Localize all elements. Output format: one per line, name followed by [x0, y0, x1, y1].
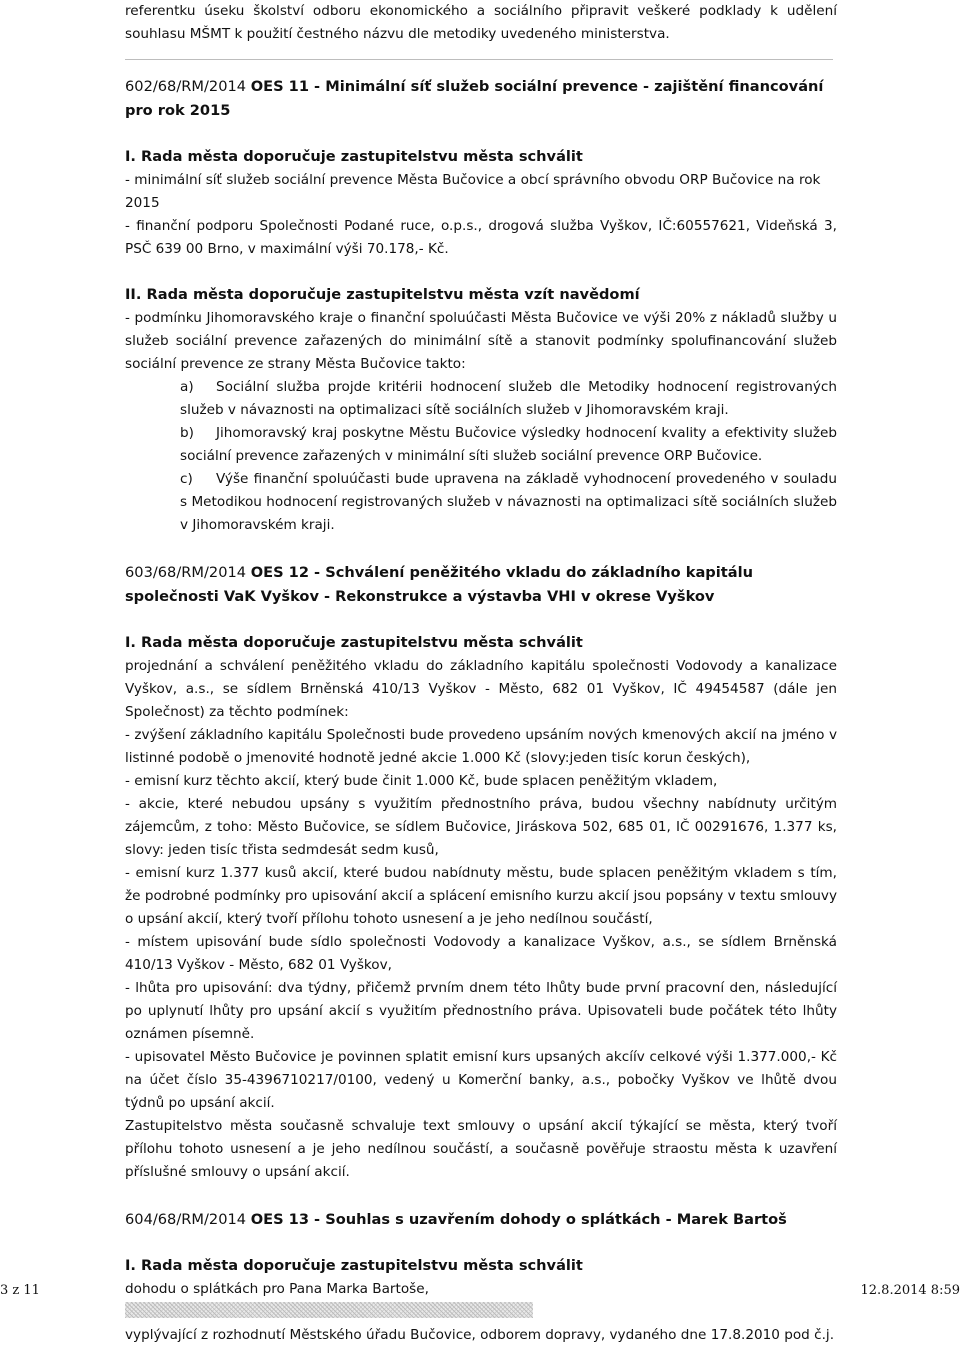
recommendation-heading: I. Rada města doporučuje zastupitelstvu města schválit — [125, 631, 837, 655]
resolution-paragraph: projednání a schválení peněžitého vkladu do základního kapitálu společnosti Vodovody a kanalizace Vyškov, a.s., se sídlem Brněnská 410/13 Vyškov - Město, 682 01 Vyškov, IČ 49454587 (dále jen Společnost) za těchto podmínek: — [125, 655, 837, 724]
resolution-line: - minimální síť služeb sociální prevence Města Bučovice a obcí správního obvodu ORP Bučovice na rok 2015 — [125, 169, 837, 215]
resolution-paragraph: - upisovatel Město Bučovice je povinnen splatit emisní kurs upsaných akcíív celkové výši 1.377.000,- Kč na účet číslo 35-4396710217/0100, vedený u Komerční banky, a.s., pobočky Vyškov ve lhůtě dvou týdnů po upsání akcií. — [125, 1046, 837, 1115]
resolution-ref: 602/68/RM/2014 — [125, 78, 246, 95]
intro-paragraph: referentku úseku školství odboru ekonomického a sociálního připravit veškeré podklady k udělení souhlasu MŠMT k použití čestného názvu dle metodiky uvedeného ministerstva. — [125, 0, 837, 46]
resolution-heading-602 — [125, 75, 837, 123]
page-number: 3 z 11 — [0, 1283, 40, 1298]
redacted-block — [125, 1302, 533, 1318]
list-item: c) Výše finanční spoluúčasti bude upravena na základě vyhodnocení provedeného v souladu s Metodikou hodnocení registrovaných služeb v návaznosti na optimalizaci sítě sociálních služeb v Jihomoravském kraji. — [180, 468, 837, 537]
recommendation-heading: I. Rada města doporučuje zastupitelstvu města schválit — [125, 145, 837, 169]
resolution-title: OES 11 - Minimální síť služeb sociální prevence - zajištění financování pro rok 2015 — [125, 78, 823, 119]
resolution-title: OES 13 - Souhlas s uzavřením dohody o splátkách - Marek Bartoš — [251, 1211, 787, 1228]
resolution-ref: 604/68/RM/2014 — [125, 1211, 246, 1228]
resolution-paragraph: - podmínku Jihomoravského kraje o finanční spoluúčasti Města Bučovice ve výši 20% z nákladů služby u služeb sociální prevence zařazených do minimální sítě a stanovit podmínky spolufinancování služeb sociální prevence ze strany Města Bučovice takto: — [125, 307, 837, 376]
recommendation-heading: I. Rada města doporučuje zastupitelstvu města schválit — [125, 1254, 837, 1278]
resolution-paragraph: Zastupitelstvo města současně schvaluje text smlouvy o upsání akcií týkající se města, který tvoří přílohu tohoto usnesení a je jeho nedílnou součástí, a současně pověřuje straostu města k uzavření příslušné smlouvy o upsání akcií. — [125, 1115, 837, 1184]
resolution-line: vyplývající z rozhodnutí Městského úřadu Bučovice, odborem dopravy, vydaného dne 17.8.2010 pod č.j. — [125, 1324, 837, 1347]
resolution-heading-604 — [125, 1208, 837, 1232]
resolution-paragraph: - lhůta pro upisování: dva týdny, přičemž prvním dnem této lhůty bude první pracovní den, následující po uplynutí lhůty pro upsání akcií s využitím přednostního práva. Upisovateli bude počátek této lhůty oznámen písemně. — [125, 977, 837, 1046]
document-body — [125, 0, 837, 1347]
resolution-paragraph: - akcie, které nebudou upsány s využitím přednostního práva, budou všechny nabídnuty určitým zájemcům, z toho: Město Bučovice, se sídlem Bučovice, Jiráskova 502, 685 01, IČ 00291676, 1.377 ks, slovy: jeden tisíc třista sedmdesát sedm kusů, — [125, 793, 837, 862]
list-item: a) Sociální služba projde kritérii hodnocení služeb dle Metodiky hodnocení registrovaných služeb v návaznosti na optimalizaci sítě sociálních služeb v Jihomoravském kraji. — [180, 376, 837, 422]
resolution-paragraph: - místem upisování bude sídlo společnosti Vodovody a kanalizace Vyškov, a.s., se sídlem Brněnská 410/13 Vyškov - Město, 682 01 Vyškov, — [125, 931, 837, 977]
print-timestamp: 12.8.2014 8:59 — [861, 1283, 960, 1298]
resolution-line: dohodu o splátkách pro Pana Marka Bartoše, — [125, 1278, 837, 1324]
resolution-ref: 603/68/RM/2014 — [125, 564, 246, 581]
conditions-list — [125, 376, 837, 537]
list-item: b) Jihomoravský kraj poskytne Městu Bučovice výsledky hodnocení kvality a efektivity služeb sociální prevence zařazených v minimální síti služeb sociální prevence ORP Bučovice. — [180, 422, 837, 468]
acknowledgement-heading: II. Rada města doporučuje zastupitelstvu města vzít navědomí — [125, 283, 837, 307]
resolution-paragraph: - emisní kurz 1.377 kusů akcií, které budou nabídnuty městu, bude splacen peněžitým vkladem s tím, že podrobné podmínky pro upisování akcií a splácení emisního kurzu akcií jsou popsány v textu smlouvy o upsání akcií, který tvoří přílohu tohoto usnesení a je jeho nedílnou součástí, — [125, 862, 837, 931]
resolution-paragraph: - zvýšení základního kapitálu Společnosti bude provedeno upsáním nových kmenových akcií na jméno v listinné podobě o jmenovité hodnotě jedné akcie 1.000 Kč (slovy:jeden tisíc korun českých), — [125, 724, 837, 770]
resolution-paragraph: - emisní kurz těchto akcií, který bude činit 1.000 Kč, bude splacen peněžitým vkladem, — [125, 770, 837, 793]
resolution-title: OES 12 - Schválení peněžitého vkladu do základního kapitálu společnosti VaK Vyškov - Rekonstrukce a výstavba VHI v okrese Vyškov — [125, 564, 753, 605]
resolution-heading-603 — [125, 561, 837, 609]
resolution-line: - finanční podporu Společnosti Podané ruce, o.p.s., drogová služba Vyškov, IČ:60557621, Videňská 3, PSČ 639 00 Brno, v maximální výši 70.178,- Kč. — [125, 215, 837, 261]
section-divider — [125, 59, 833, 60]
